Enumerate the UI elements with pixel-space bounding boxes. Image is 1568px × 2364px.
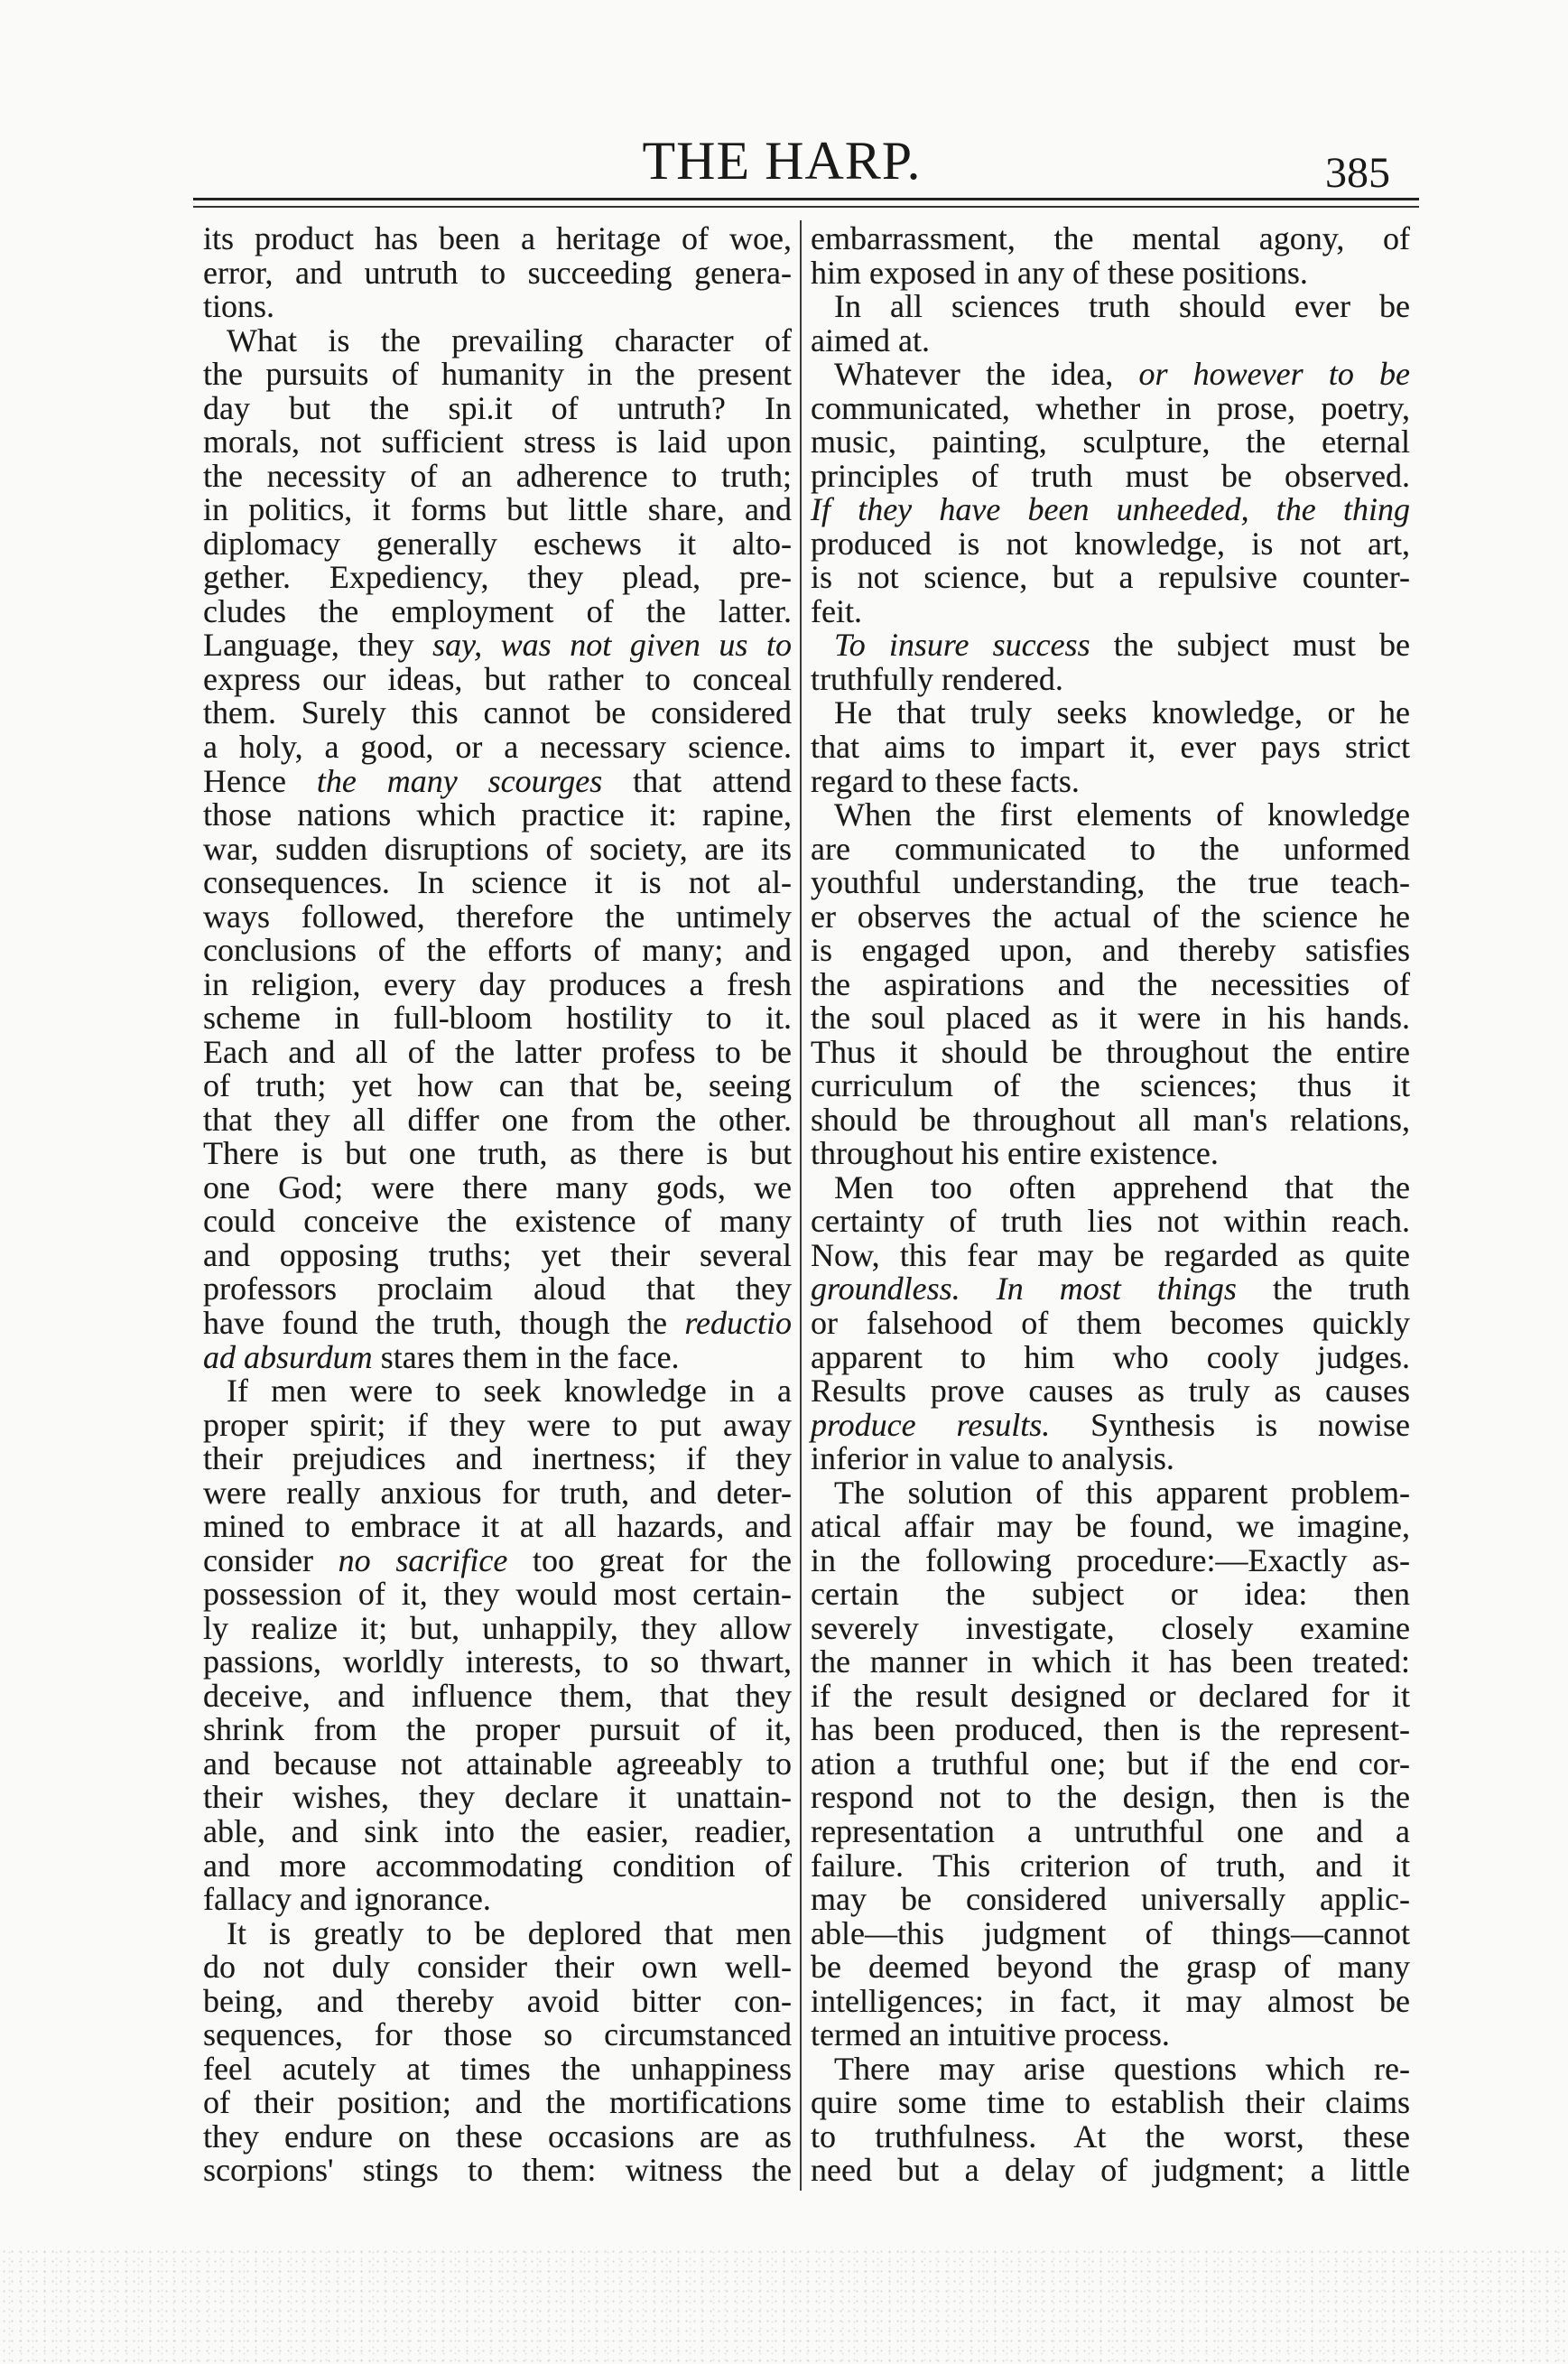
text-run: war, sudden disruptions of society, are its <box>203 830 792 867</box>
italic-text-run: reductio <box>684 1305 792 1341</box>
text-run: In all sciences truth should ever be <box>834 288 1410 325</box>
text-run: ly realize it; but, unhappily, they allow <box>203 1609 792 1646</box>
text-line <box>203 1781 792 1815</box>
text-run: quire some time to establish their claims <box>811 2084 1410 2121</box>
paragraph <box>811 290 1410 358</box>
text-line <box>811 1541 1410 1578</box>
text-run: regard to these facts. <box>811 762 1080 799</box>
left-column <box>203 222 792 2188</box>
text-run: embarrassment, the mental agony, of <box>811 220 1410 256</box>
text-line <box>811 2052 1410 2087</box>
text-line <box>203 358 792 392</box>
text-run: Now, this fear may be regarded as quite <box>811 1236 1410 1273</box>
text-run: error, and untruth to succeeding genera- <box>203 254 792 291</box>
text-line <box>811 561 1410 595</box>
italic-text-run: produce results. <box>811 1406 1051 1443</box>
paragraph <box>203 1914 792 2189</box>
text-run: proper spirit; if they were to put away <box>203 1406 792 1443</box>
header-rule-thin <box>193 206 1419 208</box>
text-line <box>203 1307 792 1341</box>
text-line <box>811 866 1410 900</box>
text-run: were really anxious for truth, and deter- <box>203 1474 792 1511</box>
text-line <box>203 934 792 968</box>
text-line <box>811 1069 1410 1103</box>
text-line <box>811 1677 1410 1714</box>
text-line <box>203 1103 792 1138</box>
text-line <box>203 457 792 494</box>
text-line <box>203 830 792 867</box>
text-run: certainty of truth lies not within reach. <box>811 1203 1410 1240</box>
paragraph <box>811 222 1410 290</box>
text-line <box>203 1677 792 1714</box>
paragraph <box>811 696 1410 798</box>
text-run: er observes the actual of the science he <box>811 898 1410 935</box>
text-line <box>203 1442 792 1476</box>
text-run: truthfully rendered. <box>811 660 1063 697</box>
text-line <box>811 1272 1410 1307</box>
text-line <box>811 830 1410 867</box>
text-run: him exposed in any of these positions. <box>811 254 1308 291</box>
text-run: cludes the employment of the latter. <box>203 592 792 629</box>
italic-text-run: groundless. In most things <box>811 1270 1237 1308</box>
text-run: Thus it should be throughout the entire <box>811 1033 1410 1070</box>
text-run: sequences, for those so circumstanced <box>203 2016 792 2053</box>
text-line <box>811 1747 1410 1782</box>
text-line <box>811 1914 1410 1951</box>
text-run: tions. <box>203 288 275 325</box>
text-run: throughout his entire existence. <box>811 1135 1219 1172</box>
text-run: could conceive the existence of many <box>203 1203 792 1240</box>
text-run: failure. This criterion of truth, and it <box>811 1847 1410 1884</box>
text-line <box>203 762 793 799</box>
text-line <box>203 1849 792 1884</box>
text-line <box>203 527 792 562</box>
text-line <box>811 660 1410 697</box>
text-run: their wishes, they declare it unattain- <box>203 1779 792 1816</box>
text-run: the pursuits of humanity in the present <box>203 356 792 393</box>
text-line <box>203 1541 792 1578</box>
text-line <box>203 2052 792 2087</box>
text-run: express our ideas, but rather to conceal <box>203 660 792 697</box>
text-line <box>203 1645 792 1680</box>
text-run: Language, they <box>203 627 433 664</box>
text-run: the necessity of an adherence to truth; <box>203 457 792 494</box>
text-line <box>811 2086 1410 2120</box>
running-head: THE HARP. <box>642 131 922 191</box>
text-line <box>811 900 1410 935</box>
text-line <box>203 696 792 731</box>
text-run: its product has been a heritage of woe, <box>203 220 792 256</box>
text-run: scorpions' stings to them: witness the <box>203 2152 792 2189</box>
text-line <box>203 866 792 900</box>
text-run: consider <box>203 1541 339 1578</box>
text-line <box>203 2117 792 2155</box>
text-run: is not science, but a repulsive counter- <box>811 559 1410 596</box>
page-number: 385 <box>1325 149 1390 197</box>
text-run: intelligences; in fact, it may almost be <box>811 1982 1410 2019</box>
text-run: a holy, a good, or a necessary science. <box>203 728 792 765</box>
text-line <box>811 965 1410 1002</box>
text-line <box>811 1578 1410 1612</box>
text-line <box>203 1338 792 1375</box>
text-line <box>811 1338 1410 1375</box>
text-run: is engaged upon, and thereby satisfies <box>811 932 1410 969</box>
text-run: Whatever the idea, <box>834 356 1139 393</box>
text-line <box>811 592 1410 629</box>
text-line <box>203 1001 792 1036</box>
text-run: those nations which practice it: rapine, <box>203 796 792 833</box>
text-line <box>811 1781 1410 1815</box>
text-run: that aims to impart it, ever pays strict <box>811 728 1410 765</box>
text-run: that they all differ one from the other. <box>203 1101 792 1138</box>
text-line <box>203 660 792 697</box>
text-run: Men too often apprehend that the <box>834 1168 1410 1205</box>
paragraph <box>811 628 1410 696</box>
text-run: have found the truth, though the <box>203 1305 685 1341</box>
text-line <box>203 628 792 663</box>
text-run: feit. <box>811 592 862 629</box>
text-run: aimed at. <box>811 321 930 358</box>
text-line <box>811 222 1410 256</box>
text-line <box>811 696 1410 731</box>
text-line <box>811 1849 1410 1884</box>
right-column <box>811 222 1410 2188</box>
text-run: the truth <box>1236 1270 1410 1308</box>
italic-text-run: say, was not given us to <box>432 627 792 664</box>
text-line <box>203 965 792 1002</box>
text-line <box>811 1236 1410 1273</box>
text-run: stares them in the face. <box>372 1338 680 1375</box>
text-line <box>811 1950 1410 1985</box>
text-run: Synthesis is nowise <box>1050 1406 1410 1443</box>
text-run: too great for the <box>507 1541 792 1578</box>
column-divider <box>800 220 802 2191</box>
text-line <box>203 290 792 324</box>
text-run: or falsehood of them becomes quickly <box>811 1305 1410 1341</box>
text-line <box>811 1883 1410 1917</box>
paragraph <box>811 2052 1410 2188</box>
text-run: feel acutely at times the unhappiness <box>203 2050 792 2087</box>
text-line <box>203 1069 792 1103</box>
text-line <box>203 728 792 765</box>
text-run: and opposing truths; yet their several <box>203 1236 792 1273</box>
text-run: be deemed beyond the grasp of many <box>811 1949 1410 1986</box>
text-run: able—this judgment of things—cannot <box>811 1914 1410 1951</box>
text-run: Results prove causes as truly as causes <box>811 1373 1410 1410</box>
text-line <box>811 2018 1410 2052</box>
text-run: possession of it, they would most certain- <box>203 1576 792 1613</box>
text-line <box>203 561 792 595</box>
text-run: music, painting, sculpture, the eternal <box>811 423 1410 461</box>
text-line <box>203 1272 792 1307</box>
text-run: of truth; yet how can that be, seeing <box>203 1067 792 1104</box>
text-run: may be considered universally applic- <box>811 1881 1410 1918</box>
header-rule-thick <box>193 198 1419 200</box>
text-line <box>811 628 1410 663</box>
text-run: What is the prevailing character of <box>227 321 792 358</box>
text-line <box>811 1713 1410 1747</box>
text-line <box>203 1609 792 1646</box>
paragraph <box>203 1374 792 1917</box>
text-line <box>811 321 1410 358</box>
text-line <box>203 1406 792 1443</box>
text-line <box>811 493 1410 527</box>
text-run: to truthfulness. At the worst, these <box>811 2117 1410 2155</box>
text-run: able, and sink into the easier, readier, <box>203 1812 792 1849</box>
text-line <box>811 256 1410 291</box>
text-line <box>811 1001 1410 1036</box>
text-run: professors proclaim aloud that they <box>203 1270 792 1308</box>
text-run: of their position; and the mortifications <box>203 2084 792 2121</box>
text-run: gether. Expediency, they plead, pre- <box>203 559 792 596</box>
text-run: has been produced, then is the represent- <box>811 1711 1410 1748</box>
text-run: He that truly seeks knowledge, or he <box>834 694 1410 731</box>
text-line <box>811 2154 1410 2188</box>
paragraph <box>203 321 793 1375</box>
text-line <box>203 2154 792 2188</box>
text-run: When the first elements of knowledge <box>834 796 1410 833</box>
text-run: youthful understanding, the true teach- <box>811 864 1410 901</box>
text-run: Hence <box>203 762 317 799</box>
text-run: The solution of this apparent problem- <box>834 1474 1410 1511</box>
text-run: communicated, whether in prose, poetry, <box>811 389 1410 426</box>
text-line <box>203 1747 792 1782</box>
scan-noise <box>0 2247 1568 2364</box>
text-run: need but a delay of judgment; a little <box>811 2152 1410 2189</box>
text-line <box>811 1476 1410 1511</box>
text-line <box>203 425 792 460</box>
text-run: representation a untruthful one and a <box>811 1812 1410 1849</box>
text-run: diplomacy generally eschews it alto- <box>203 525 792 562</box>
text-run: if the result designed or declared for it <box>811 1677 1410 1714</box>
text-line <box>811 1307 1410 1341</box>
text-run: day but the spi.it of untruth? In <box>203 389 792 426</box>
text-run: Each and all of the latter profess to be <box>203 1033 792 1070</box>
text-line <box>203 1950 792 1985</box>
text-run: should be throughout all man's relations, <box>811 1101 1410 1138</box>
text-run: the aspirations and the necessities of <box>811 965 1410 1002</box>
text-line <box>203 592 792 629</box>
text-line <box>203 1510 792 1544</box>
text-line <box>811 1812 1410 1849</box>
text-line <box>811 290 1410 324</box>
text-line <box>203 389 792 426</box>
text-run: curriculum of the sciences; thus it <box>811 1067 1410 1104</box>
text-line <box>203 900 792 935</box>
text-line <box>203 1982 792 2019</box>
text-run: atical affair may be found, we imagine, <box>811 1508 1410 1545</box>
text-line <box>203 1713 792 1747</box>
paragraph <box>811 358 1410 628</box>
text-line <box>811 1205 1410 1239</box>
text-line <box>811 1137 1410 1171</box>
text-line <box>203 1236 792 1273</box>
paragraph <box>811 798 1410 1171</box>
text-line <box>811 1510 1410 1544</box>
text-run: inferior in value to analysis. <box>811 1440 1174 1477</box>
text-run: and more accommodating condition of <box>203 1847 792 1884</box>
text-line <box>811 762 1410 799</box>
text-line <box>811 1168 1410 1205</box>
italic-text-run: To insure success <box>834 627 1090 664</box>
paragraph <box>811 1476 1410 2052</box>
text-run: severely investigate, closely examine <box>811 1609 1410 1646</box>
text-run: that attend <box>602 762 793 799</box>
text-line <box>811 1033 1410 1070</box>
text-run: certain the subject or idea: then <box>811 1576 1410 1613</box>
text-run: ation a truthful one; but if the end cor- <box>811 1745 1410 1782</box>
text-line <box>203 1476 792 1511</box>
italic-text-run: ad absurdum <box>203 1338 373 1375</box>
text-line <box>203 256 792 291</box>
text-line <box>811 728 1410 765</box>
italic-text-run: the many scourges <box>316 762 603 799</box>
text-run: the subject must be <box>1090 627 1410 664</box>
text-line <box>203 1578 792 1612</box>
text-line <box>811 1982 1410 2019</box>
text-line <box>203 493 792 527</box>
italic-text-run: If they have been unheeded, the thing <box>811 491 1410 528</box>
text-run: conclusions of the efforts of many; and <box>203 932 792 969</box>
text-line <box>811 425 1410 460</box>
text-line <box>203 1374 792 1409</box>
text-line <box>203 1137 792 1171</box>
text-line <box>811 389 1410 426</box>
text-line <box>203 1883 792 1917</box>
text-line <box>811 1442 1410 1476</box>
text-run: It is greatly to be deplored that men <box>227 1914 792 1951</box>
text-line <box>811 934 1410 968</box>
text-run: shrink from the proper pursuit of it, <box>203 1711 792 1748</box>
text-line <box>203 1205 792 1239</box>
text-run: respond not to the design, then is the <box>811 1779 1410 1816</box>
text-line <box>203 798 792 833</box>
text-run: scheme in full-bloom hostility to it. <box>203 1000 792 1037</box>
text-run: being, and thereby avoid bitter con- <box>203 1982 792 2019</box>
text-run: fallacy and ignorance. <box>203 1881 491 1918</box>
text-line <box>811 1374 1410 1409</box>
text-line <box>811 457 1410 494</box>
text-run: their prejudices and inertness; if they <box>203 1440 792 1477</box>
text-run: mined to embrace it at all hazards, and <box>203 1508 792 1545</box>
text-run: produced is not knowledge, is not art, <box>811 525 1410 562</box>
text-line <box>203 222 792 256</box>
text-line <box>811 1645 1410 1680</box>
text-run: deceive, and influence them, that they <box>203 1677 792 1714</box>
text-run: the manner in which it has been treated: <box>811 1643 1410 1680</box>
text-run: in the following procedure:—Exactly as- <box>811 1541 1410 1578</box>
text-run: one God; were there many gods, we <box>203 1168 792 1205</box>
text-run: and because not attainable agreeably to <box>203 1745 792 1782</box>
text-run: There may arise questions which re- <box>834 2050 1410 2087</box>
text-line <box>811 1609 1410 1646</box>
text-run: passions, worldly interests, to so thwart, <box>203 1643 792 1680</box>
text-run: they endure on these occasions are as <box>203 2117 792 2155</box>
text-line <box>811 1406 1410 1443</box>
text-run: in religion, every day produces a fresh <box>203 965 792 1002</box>
italic-text-run: no sacrifice <box>338 1541 508 1578</box>
text-run: are communicated to the unformed <box>811 830 1410 867</box>
text-line <box>203 1168 792 1205</box>
text-run: ways followed, therefore the untimely <box>203 898 792 935</box>
text-line <box>203 1033 792 1070</box>
text-run: in politics, it forms but little share, and <box>203 491 792 528</box>
text-line <box>811 798 1410 833</box>
italic-text-run: or however to be <box>1138 356 1411 393</box>
text-run: morals, not sufficient stress is laid upon <box>203 423 792 461</box>
text-run: apparent to him who cooly judges. <box>811 1338 1410 1375</box>
text-line <box>811 1103 1410 1138</box>
paragraph <box>811 1168 1410 1477</box>
paragraph <box>203 222 792 324</box>
text-run: them. Surely this cannot be considered <box>203 694 792 731</box>
text-line <box>203 321 792 358</box>
text-line <box>203 2018 792 2052</box>
text-run: principles of truth must be observed. <box>811 457 1410 494</box>
text-line <box>811 527 1410 562</box>
text-run: consequences. In science it is not al- <box>203 864 792 901</box>
text-line <box>811 358 1410 392</box>
text-run: There is but one truth, as there is but <box>203 1135 792 1172</box>
text-line <box>203 1812 792 1849</box>
text-line <box>203 1914 792 1951</box>
text-line <box>811 2117 1410 2155</box>
text-run: the soul placed as it were in his hands. <box>811 1000 1410 1037</box>
text-line <box>203 2086 792 2120</box>
text-run: If men were to seek knowledge in a <box>227 1373 792 1410</box>
text-run: termed an intuitive process. <box>811 2016 1170 2053</box>
text-run: do not duly consider their own well- <box>203 1949 792 1986</box>
